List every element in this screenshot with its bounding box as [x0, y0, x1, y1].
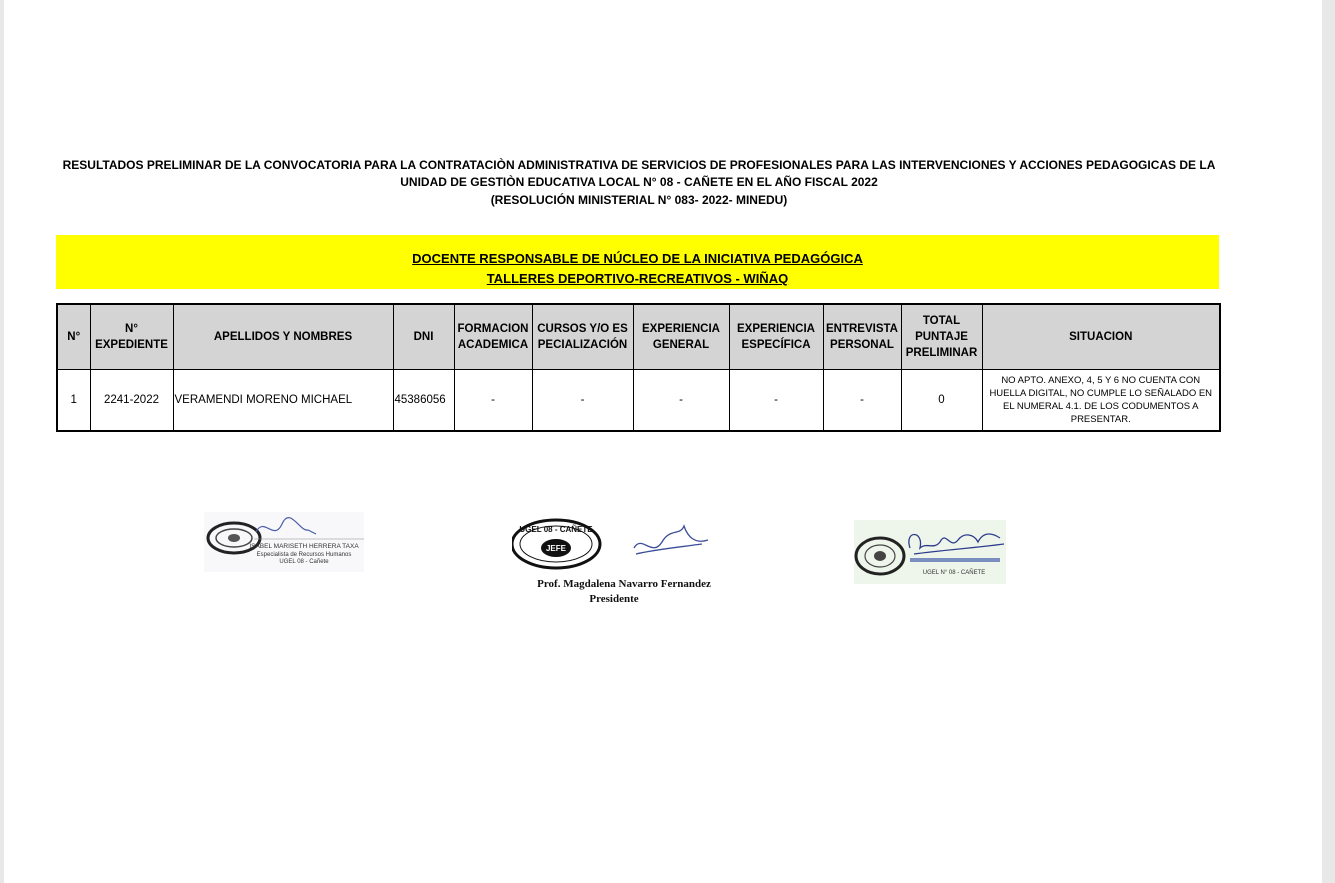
col-header-entrevista: ENTREVISTA PERSONAL: [823, 304, 901, 370]
signature-stamp-3: [854, 520, 1006, 584]
col-header-cursos: CURSOS Y/O ESPECIALIZACIÓN: [532, 304, 633, 370]
cell-expediente: 2241-2022: [90, 370, 173, 432]
col-header-total: TOTAL PUNTAJE PRELIMINAR: [901, 304, 982, 370]
results-table: [56, 303, 1221, 432]
seal2-role: JEFE: [545, 544, 567, 553]
cell-formacion: -: [454, 370, 532, 432]
document-title-line-1: RESULTADOS PRELIMINAR DE LA CONVOCATORIA PARA LA CONTRATACIÒN ADMINISTRATIVA DE SERVICIOS DE PROFESIONALES PARA LAS INTERVENCIONES Y ACCIONES PEDAGOGICAS DE LA: [62, 158, 1216, 172]
signature-stamp-hr: [204, 512, 364, 572]
banner-line-2: TALLERES DEPORTIVO-RECREATIVOS - WIÑAQ: [486, 271, 789, 286]
col-header-formacion: FORMACION ACADEMICA: [454, 304, 532, 370]
document-page: [4, 0, 1322, 883]
document-title-line-3: (RESOLUCIÓN MINISTERIAL N° 083- 2022- MINEDU): [490, 193, 788, 207]
seal1-name: ISABEL MARISETH HERRERA TAXA: [249, 543, 359, 550]
table-header-row: [57, 304, 1220, 370]
cell-situacion: NO APTO. ANEXO, 4, 5 Y 6 NO CUENTA CON HUELLA DIGITAL, NO CUMPLE LO SEÑALADO EN EL NUMERAL 4.1. DE LOS CODUMENTOS A PRESENTAR.: [982, 370, 1220, 432]
seal2-text: UGEL 08 - CAÑETE: [519, 525, 593, 534]
col-header-dni: DNI: [393, 304, 454, 370]
seal1-role: Especialista de Recursos Humanos: [256, 552, 352, 558]
col-header-expediente: N° EXPEDIENTE: [90, 304, 173, 370]
handwritten-signature-icon: [256, 518, 316, 534]
jefe-seal-icon: [512, 518, 600, 578]
col-header-situacion: SITUACION: [982, 304, 1220, 370]
seal1-office: UGEL 08 - Cañete: [279, 559, 329, 565]
president-title: Presidente: [589, 593, 639, 605]
document-title-line-2: UNIDAD DE GESTIÒN EDUCATIVA LOCAL N° 08 - CAÑETE EN EL AÑO FISCAL 2022: [400, 175, 878, 189]
cell-dni: 45386056: [393, 370, 454, 432]
round-seal-icon: [856, 538, 904, 574]
signature-stamp-president: [512, 518, 732, 578]
cell-exp-especifica: -: [729, 370, 823, 432]
cell-cursos: -: [532, 370, 633, 432]
cell-num: 1: [57, 370, 90, 432]
cell-total: 0: [901, 370, 982, 432]
col-header-num: N°: [57, 304, 90, 370]
col-header-nombre: APELLIDOS Y NOMBRES: [173, 304, 393, 370]
cell-entrevista: -: [823, 370, 901, 432]
handwritten-signature-icon: [909, 534, 1004, 554]
handwritten-signature-icon: [634, 526, 708, 554]
position-banner: [56, 235, 1219, 289]
col-header-exp-especifica: EXPERIENCIA ESPECÍFICA: [729, 304, 823, 370]
banner-line-1: DOCENTE RESPONSABLE DE NÚCLEO DE LA INICIATIVA PEDAGÓGICA: [412, 251, 863, 266]
seal3-office: UGEL N° 08 - CAÑETE: [922, 570, 986, 576]
table-row: [57, 370, 1220, 432]
cell-nombre: VERAMENDI MORENO MICHAEL: [173, 370, 393, 432]
cell-exp-general: -: [633, 370, 729, 432]
president-name: Prof. Magdalena Navarro Fernandez: [537, 578, 711, 590]
col-header-exp-general: EXPERIENCIA GENERAL: [633, 304, 729, 370]
